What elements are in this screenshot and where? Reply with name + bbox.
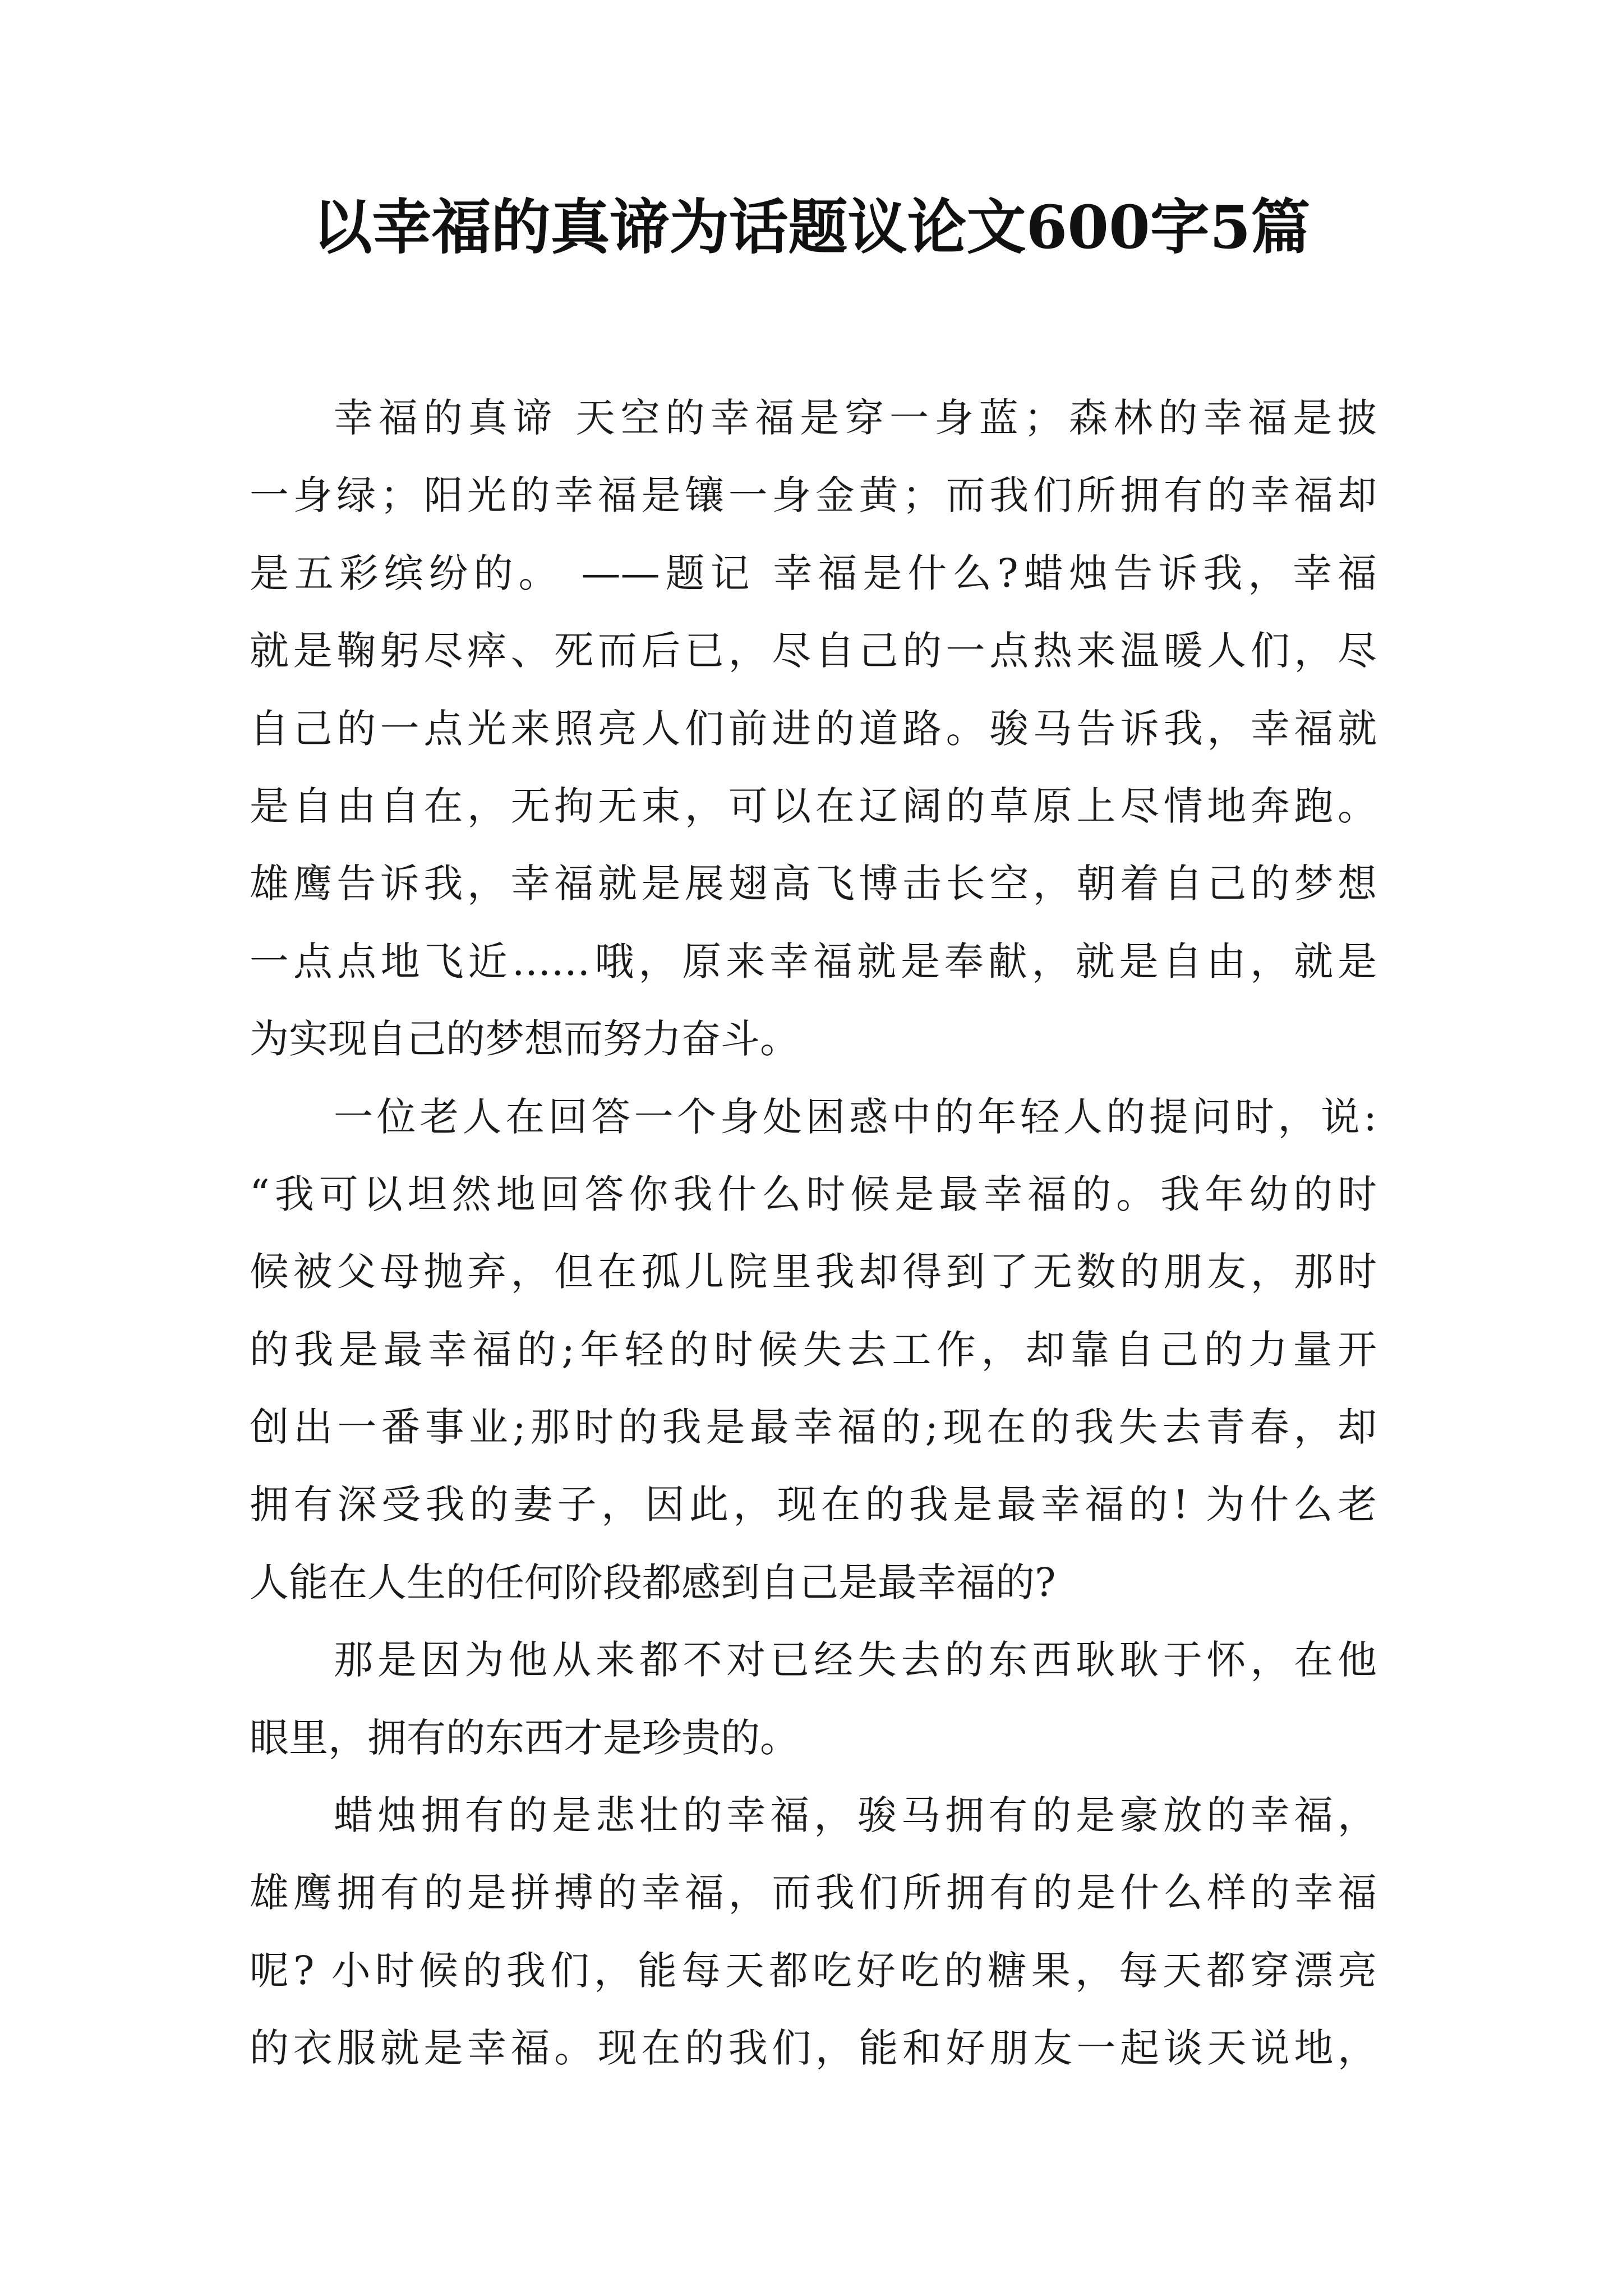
text-line: 蜡烛拥有的是悲壮的幸福，骏马拥有的是豪放的幸福，	[334, 1792, 1377, 1839]
text-line: 是五彩缤纷的。 ——题记 幸福是什么?蜡烛告诉我，幸福	[250, 550, 1377, 596]
text-line: 创出一番事业;那时的我是最幸福的;现在的我失去青春，却	[250, 1404, 1377, 1451]
text-line: 一位老人在回答一个身处困惑中的年轻人的提问时，说:	[334, 1093, 1377, 1140]
text-line: 雄鹰告诉我，幸福就是展翅高飞博击长空，朝着自己的梦想	[250, 861, 1377, 907]
text-line: 为实现自己的梦想而努力奋斗。	[250, 1016, 799, 1062]
text-line: 眼里，拥有的东西才是珍贵的。	[250, 1714, 799, 1761]
text-line: 雄鹰拥有的是拼搏的幸福，而我们所拥有的是什么样的幸福	[250, 1870, 1377, 1916]
document-body	[250, 379, 1377, 2087]
text-line: 幸福的真谛 天空的幸福是穿一身蓝；森林的幸福是披	[334, 395, 1377, 441]
text-line: 是自由自在，无拘无束，可以在辽阔的草原上尽情地奔跑。	[250, 783, 1377, 829]
paragraph-3	[250, 1621, 1377, 1777]
text-line: 一点点地飞近……哦，原来幸福就是奉献，就是自由，就是	[250, 938, 1377, 984]
text-line: 人能在人生的任何阶段都感到自己是最幸福的?	[250, 1559, 1056, 1605]
text-line: 拥有深受我的妻子，因此，现在的我是最幸福的! 为什么老	[250, 1481, 1377, 1528]
text-line: 那是因为他从来都不对已经失去的东西耿耿于怀，在他	[334, 1637, 1377, 1683]
text-line: “我可以坦然地回答你我什么时候是最幸福的。我年幼的时	[250, 1171, 1377, 1217]
text-line: 就是鞠躬尽瘁、死而后已，尽自己的一点热来温暖人们，尽	[250, 628, 1377, 674]
text-line: 候被父母抛弃，但在孤儿院里我却得到了无数的朋友，那时	[250, 1249, 1377, 1295]
text-line: 的我是最幸福的;年轻的时候失去工作，却靠自己的力量开	[250, 1326, 1377, 1373]
text-line: 自己的一点光来照亮人们前进的道路。骏马告诉我，幸福就	[250, 705, 1377, 752]
paragraph-4	[250, 1777, 1377, 2087]
text-line: 一身绿；阳光的幸福是镶一身金黄；而我们所拥有的幸福却	[250, 472, 1377, 519]
paragraph-1	[250, 379, 1377, 1078]
paragraph-2	[250, 1078, 1377, 1622]
text-line: 的衣服就是幸福。现在的我们，能和好朋友一起谈天说地，	[250, 2025, 1377, 2072]
document-title: 以幸福的真谛为话题议论文600字5篇	[312, 192, 1311, 262]
text-line: 呢? 小时候的我们，能每天都吃好吃的糖果，每天都穿漂亮	[250, 1947, 1377, 1994]
